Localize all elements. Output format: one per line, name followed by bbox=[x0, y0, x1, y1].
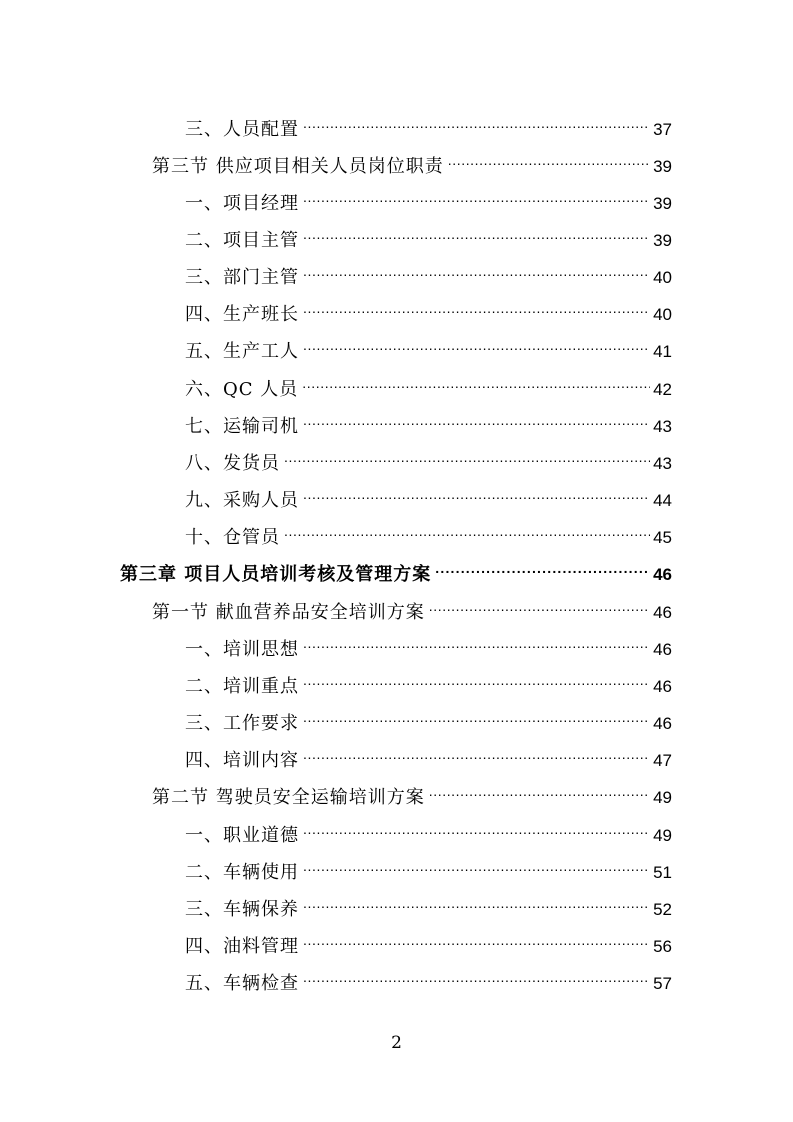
toc-leader-dots bbox=[302, 365, 650, 395]
toc-entry[interactable] bbox=[185, 105, 672, 140]
toc-entry-label: 三、工作要求 bbox=[185, 713, 299, 734]
toc-entry-page: 42 bbox=[653, 380, 672, 399]
toc-entry-label: 六、QC 人员 bbox=[185, 379, 299, 400]
toc-entry[interactable] bbox=[152, 142, 672, 177]
toc-entry[interactable] bbox=[185, 736, 672, 771]
toc-leader-dots bbox=[429, 773, 650, 803]
toc-entry-label: 三、车辆保养 bbox=[185, 899, 299, 920]
toc-entry-label: 四、生产班长 bbox=[185, 304, 299, 325]
toc-entry-page: 41 bbox=[653, 342, 672, 361]
toc-entry-label: 第三章 项目人员培训考核及管理方案 bbox=[120, 564, 432, 585]
toc-leader-dots bbox=[303, 290, 650, 320]
toc-entry-label: 八、发货员 bbox=[185, 453, 280, 474]
toc-entry[interactable] bbox=[185, 365, 672, 400]
toc-leader-dots bbox=[303, 327, 650, 357]
toc-leader-dots bbox=[303, 105, 650, 135]
toc-entry[interactable] bbox=[185, 885, 672, 920]
toc-leader-dots bbox=[303, 699, 650, 729]
toc-entry[interactable] bbox=[185, 922, 672, 957]
toc-entry[interactable] bbox=[185, 216, 672, 251]
toc-leader-dots bbox=[303, 848, 650, 878]
toc-entry-label: 十、仓管员 bbox=[185, 527, 280, 548]
toc-entry[interactable] bbox=[185, 253, 672, 288]
toc-entry-label: 二、车辆使用 bbox=[185, 862, 299, 883]
toc-leader-dots bbox=[448, 142, 650, 172]
toc-chapter-entry[interactable] bbox=[120, 550, 672, 585]
toc-entry-page: 39 bbox=[653, 157, 672, 176]
toc-entry-page: 46 bbox=[653, 677, 672, 696]
toc-entry-page: 43 bbox=[653, 417, 672, 436]
toc-entry[interactable] bbox=[185, 327, 672, 362]
toc-entry-page: 46 bbox=[653, 565, 672, 584]
toc-leader-dots bbox=[303, 885, 650, 915]
toc-entry[interactable] bbox=[152, 773, 672, 808]
toc-entry-label: 第三节 供应项目相关人员岗位职责 bbox=[152, 156, 444, 177]
toc-entry[interactable] bbox=[185, 402, 672, 437]
toc-entry-page: 45 bbox=[653, 528, 672, 547]
toc-entry-label: 一、职业道德 bbox=[185, 825, 299, 846]
toc-entry[interactable] bbox=[185, 811, 672, 846]
toc-entry-label: 第二节 驾驶员安全运输培训方案 bbox=[152, 787, 425, 808]
toc-leader-dots bbox=[303, 179, 650, 209]
toc-entry-page: 44 bbox=[653, 491, 672, 510]
toc-leader-dots bbox=[303, 253, 650, 283]
toc-entry-page: 52 bbox=[653, 900, 672, 919]
toc-entry-label: 三、部门主管 bbox=[185, 267, 299, 288]
toc-entry-label: 七、运输司机 bbox=[185, 416, 299, 437]
toc-entry-page: 49 bbox=[653, 788, 672, 807]
toc-entry[interactable] bbox=[152, 588, 672, 623]
toc-entry-label: 第一节 献血营养品安全培训方案 bbox=[152, 602, 425, 623]
toc-entry-page: 39 bbox=[653, 231, 672, 250]
toc-entry[interactable] bbox=[185, 699, 672, 734]
toc-entry-label: 一、项目经理 bbox=[185, 193, 299, 214]
toc-entry-page: 51 bbox=[653, 863, 672, 882]
toc-entry-page: 39 bbox=[653, 194, 672, 213]
toc-leader-dots bbox=[284, 513, 650, 543]
toc-entry[interactable] bbox=[185, 848, 672, 883]
toc-entry[interactable] bbox=[185, 959, 672, 994]
toc-entry[interactable] bbox=[185, 290, 672, 325]
toc-entry-label: 二、项目主管 bbox=[185, 230, 299, 251]
toc-entry-label: 四、油料管理 bbox=[185, 936, 299, 957]
toc-entry-page: 40 bbox=[653, 268, 672, 287]
toc-leader-dots bbox=[303, 959, 650, 989]
toc-leader-dots bbox=[284, 439, 650, 469]
toc-entry-label: 一、培训思想 bbox=[185, 639, 299, 660]
footer-page-number: 2 bbox=[391, 1033, 402, 1053]
toc-entry-page: 57 bbox=[653, 974, 672, 993]
toc-leader-dots bbox=[303, 922, 650, 952]
toc-leader-dots bbox=[303, 625, 650, 655]
toc-entry-page: 40 bbox=[653, 305, 672, 324]
toc-leader-dots bbox=[303, 736, 650, 766]
toc-leader-dots bbox=[303, 476, 650, 506]
toc-entry[interactable] bbox=[185, 476, 672, 511]
toc-entry[interactable] bbox=[185, 625, 672, 660]
toc-leader-dots bbox=[429, 588, 650, 618]
toc-entry[interactable] bbox=[185, 662, 672, 697]
toc-entry[interactable] bbox=[185, 179, 672, 214]
toc-entry-label: 二、培训重点 bbox=[185, 676, 299, 697]
toc-entry-page: 56 bbox=[653, 937, 672, 956]
toc-entry-page: 49 bbox=[653, 826, 672, 845]
toc-entry[interactable] bbox=[185, 513, 672, 548]
toc-entry[interactable] bbox=[185, 439, 672, 474]
toc-leader-dots bbox=[303, 811, 650, 841]
toc-leader-dots bbox=[303, 402, 650, 432]
toc-entry-page: 46 bbox=[653, 640, 672, 659]
toc-entry-label: 四、培训内容 bbox=[185, 750, 299, 771]
toc-entry-page: 47 bbox=[653, 751, 672, 770]
toc-leader-dots bbox=[303, 216, 650, 246]
toc-entry-page: 37 bbox=[653, 120, 672, 139]
toc-entry-label: 九、采购人员 bbox=[185, 490, 299, 511]
toc-entry-page: 43 bbox=[653, 454, 672, 473]
toc-entry-label: 三、人员配置 bbox=[185, 119, 299, 140]
toc-entry-page: 46 bbox=[653, 603, 672, 622]
toc-entry-label: 五、生产工人 bbox=[185, 341, 299, 362]
toc-entry-page: 46 bbox=[653, 714, 672, 733]
toc-leader-dots bbox=[303, 662, 650, 692]
toc-leader-dots bbox=[435, 550, 650, 580]
toc-entry-label: 五、车辆检查 bbox=[185, 973, 299, 994]
